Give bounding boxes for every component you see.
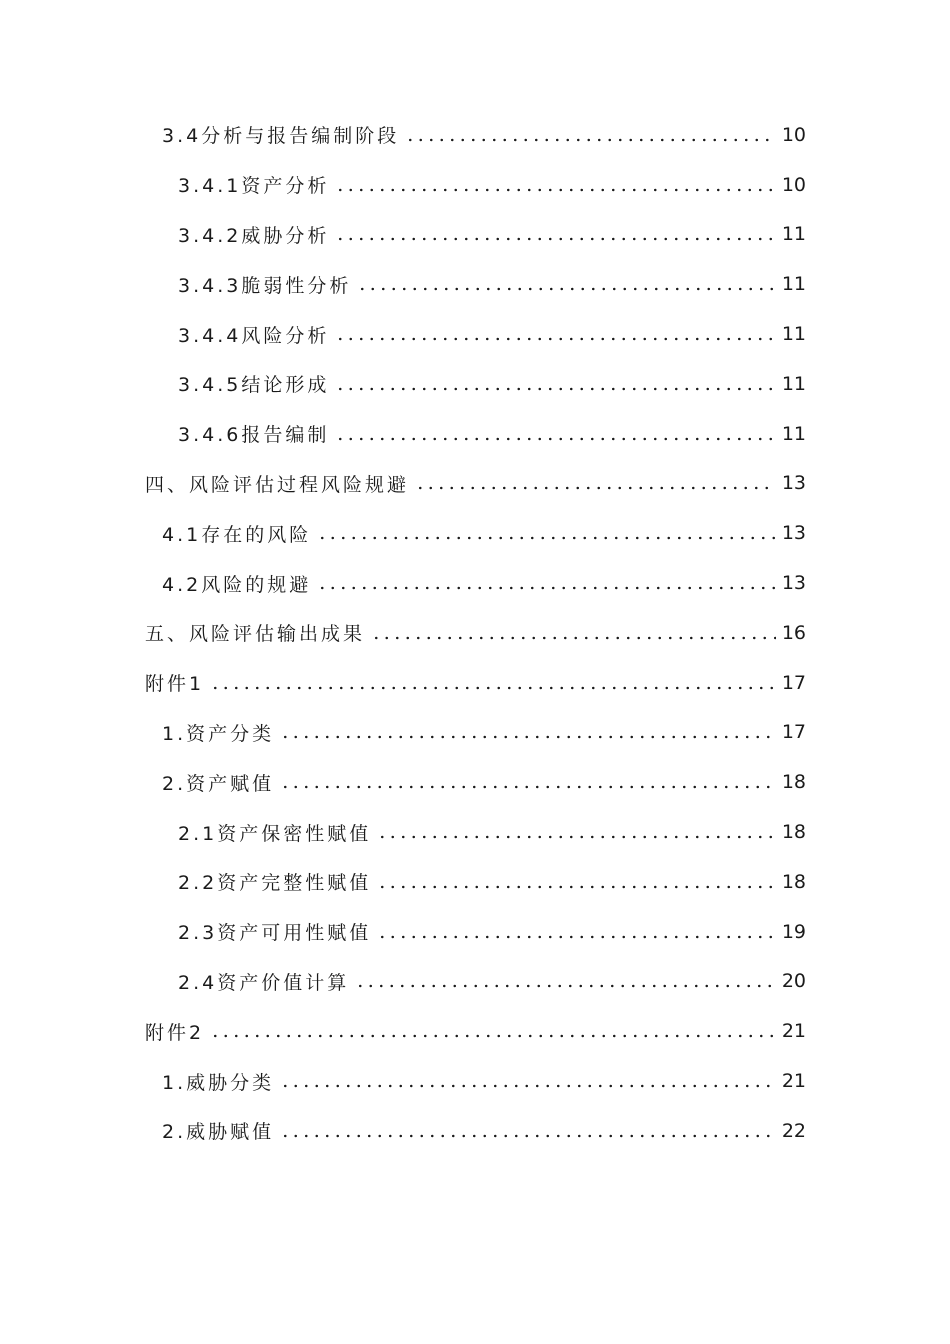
toc-dot-leader (280, 1083, 776, 1089)
toc-dot-leader (377, 884, 776, 890)
toc-page-number: 16 (781, 621, 806, 644)
toc-entry[interactable] (0, 857, 950, 907)
toc-entry[interactable] (0, 1006, 950, 1056)
toc-entry-title: 3.4.2威胁分析 (178, 224, 330, 247)
toc-page-number: 10 (781, 173, 806, 196)
toc-page-number: 18 (781, 870, 806, 893)
toc-entry-title: 附件2 (145, 1021, 205, 1044)
toc-entry[interactable] (0, 309, 950, 359)
toc-dot-leader (280, 784, 776, 790)
toc-entry[interactable] (0, 658, 950, 708)
toc-entry-title: 3.4.5结论形成 (178, 374, 330, 397)
toc-entry-title: 2.威胁赋值 (162, 1121, 275, 1144)
toc-entry-title: 3.4.4风险分析 (178, 324, 330, 347)
toc-page-number: 11 (781, 422, 806, 445)
toc-page-number: 21 (781, 1070, 806, 1093)
toc-dot-leader (371, 635, 776, 641)
toc-entry-title: 3.4.3脆弱性分析 (178, 274, 352, 297)
toc-entry[interactable] (0, 807, 950, 857)
toc-page-number: 21 (781, 1020, 806, 1043)
toc-entry[interactable] (0, 708, 950, 758)
toc-dot-leader (377, 834, 776, 840)
toc-entry[interactable] (0, 508, 950, 558)
toc-entry[interactable] (0, 160, 950, 210)
toc-entry-title: 附件1 (145, 673, 205, 696)
toc-dot-leader (335, 386, 775, 392)
toc-entry[interactable] (0, 1056, 950, 1106)
toc-dot-leader (335, 187, 775, 193)
toc-entry-title: 1.资产分类 (162, 722, 275, 745)
toc-entry[interactable] (0, 409, 950, 459)
toc-dot-leader (335, 236, 775, 242)
toc-dot-leader (210, 685, 776, 691)
toc-entry-title: 4.1存在的风险 (162, 523, 312, 546)
toc-page-number: 17 (781, 721, 806, 744)
toc-dot-leader (210, 1033, 776, 1039)
toc-page-number: 11 (781, 223, 806, 246)
table-of-contents (0, 110, 950, 1156)
toc-entry-title: 3.4.1资产分析 (178, 175, 330, 198)
toc-entry-title: 2.3资产可用性赋值 (178, 922, 372, 945)
toc-page-number: 10 (781, 123, 806, 146)
toc-dot-leader (377, 934, 776, 940)
toc-entry[interactable] (0, 608, 950, 658)
toc-entry[interactable] (0, 259, 950, 309)
toc-page-number: 11 (781, 273, 806, 296)
toc-entry[interactable] (0, 957, 950, 1007)
toc-dot-leader (415, 485, 776, 491)
toc-entry[interactable] (0, 757, 950, 807)
toc-dot-leader (357, 286, 775, 292)
toc-entry[interactable] (0, 1106, 950, 1156)
toc-page-number: 11 (781, 372, 806, 395)
toc-dot-leader (355, 983, 776, 989)
toc-entry-title: 3.4分析与报告编制阶段 (162, 125, 400, 148)
toc-page-number: 19 (781, 920, 806, 943)
toc-page-number: 17 (781, 671, 806, 694)
toc-entry-title: 四、风险评估过程风险规避 (145, 473, 410, 496)
toc-entry[interactable] (0, 210, 950, 260)
toc-entry-title: 2.2资产完整性赋值 (178, 872, 372, 895)
toc-page-number: 18 (781, 771, 806, 794)
toc-page-number: 20 (781, 970, 806, 993)
toc-entry[interactable] (0, 110, 950, 160)
toc-dot-leader (317, 585, 776, 591)
toc-entry-title: 五、风险评估输出成果 (145, 623, 366, 646)
toc-entry[interactable] (0, 459, 950, 509)
toc-entry[interactable] (0, 558, 950, 608)
toc-page-number: 18 (781, 821, 806, 844)
toc-page-number: 22 (781, 1119, 806, 1142)
toc-page-number: 13 (781, 572, 806, 595)
toc-page-number: 13 (781, 522, 806, 545)
toc-page-number: 11 (781, 323, 806, 346)
toc-entry[interactable] (0, 359, 950, 409)
toc-entry-title: 4.2风险的规避 (162, 573, 312, 596)
toc-entry[interactable] (0, 907, 950, 957)
toc-entry-title: 1.威胁分类 (162, 1071, 275, 1094)
toc-dot-leader (405, 137, 776, 143)
toc-entry-title: 3.4.6报告编制 (178, 424, 330, 447)
toc-dot-leader (280, 734, 776, 740)
toc-entry-title: 2.资产赋值 (162, 772, 275, 795)
toc-entry-title: 2.1资产保密性赋值 (178, 822, 372, 845)
toc-entry-title: 2.4资产价值计算 (178, 971, 350, 994)
toc-dot-leader (317, 535, 776, 541)
toc-dot-leader (280, 1133, 776, 1139)
toc-dot-leader (335, 436, 775, 442)
toc-dot-leader (335, 336, 775, 342)
toc-page-number: 13 (781, 472, 806, 495)
